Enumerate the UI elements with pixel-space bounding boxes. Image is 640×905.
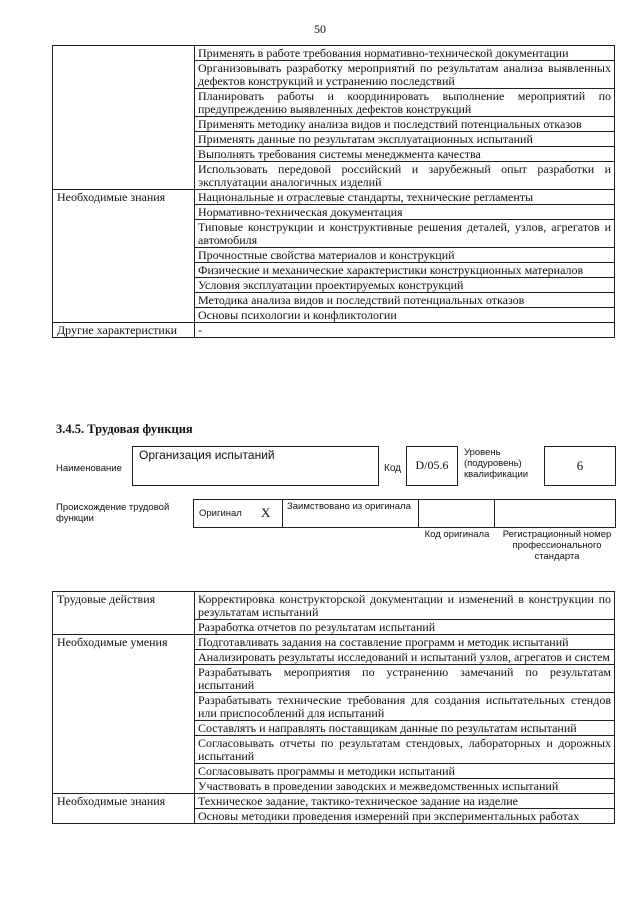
table-cell: Применять данные по результатам эксплуатационных испытаний (195, 132, 615, 147)
row-label: Трудовые действия (53, 592, 195, 635)
table-cell: Разрабатывать мероприятия по устранению замечаний по результатам испытаний (195, 665, 615, 693)
table-cell: Условия эксплуатации проектируемых конструкций (195, 278, 615, 293)
row-label (53, 46, 195, 190)
original-label: Оригинал (199, 508, 242, 519)
table-cell: Разрабатывать технические требования для создания испытательных стендов или приспособлений для испытаний (195, 693, 615, 721)
table-cell: Использовать передовой российский и зарубежный опыт разработки и эксплуатации аналогичных изделий (195, 162, 615, 190)
row-label: Необходимые знания (53, 190, 195, 323)
table-row (53, 190, 615, 205)
table-cell: Участвовать в проведении заводских и межведомственных испытаний (195, 779, 615, 794)
level-box (544, 446, 616, 486)
table-cell: Планировать работы и координировать выполнение мероприятий по предупреждению выявленных дефектов конструкций (195, 89, 615, 117)
original-mark: X (261, 505, 271, 520)
code-label: Код (384, 463, 402, 474)
requirements-table-top (52, 45, 615, 338)
divider (282, 499, 283, 528)
table-row (53, 46, 615, 61)
table-cell: Корректировка конструкторской документации и изменений в конструкции по результатам испытаний (195, 592, 615, 620)
reg-number-label: Регистрационный номер профессионального стандарта (502, 529, 612, 562)
borrowed-label: Заимствовано из оригинала (287, 501, 411, 512)
table-cell: Согласовывать отчеты по результатам стендовых, лабораторных и дорожных испытаний (195, 736, 615, 764)
table-row (53, 323, 615, 338)
section-title: 3.4.5. Трудовая функция (56, 422, 193, 436)
name-label: Наименование (56, 463, 122, 474)
level-value: 6 (576, 458, 584, 473)
table-cell: Техническое задание, тактико-техническое задание на изделие (195, 794, 615, 809)
table-cell: Типовые конструкции и конструктивные решения деталей, узлов, агрегатов и автомобиля (195, 220, 615, 248)
table-cell: Национальные и отраслевые стандарты, технические регламенты (195, 190, 615, 205)
table-cell: Анализировать результаты исследований и испытаний узлов, агрегатов и систем (195, 650, 615, 665)
table-cell: - (195, 323, 615, 338)
table-cell: Основы психологии и конфликтологии (195, 308, 615, 323)
page-number: 50 (314, 22, 326, 36)
origin-code-label: Код оригинала (424, 529, 490, 540)
table-cell: Выполнять требования системы менеджмента качества (195, 147, 615, 162)
divider (494, 499, 495, 528)
row-label: Необходимые умения (53, 635, 195, 794)
table-cell: Физические и механические характеристики конструкционных материалов (195, 263, 615, 278)
table-cell: Нормативно-техническая документация (195, 205, 615, 220)
code-value: D/05.6 (415, 458, 449, 472)
row-label: Другие характеристики (53, 323, 195, 338)
code-box (406, 446, 458, 486)
table-row (53, 794, 615, 809)
table-cell: Применять в работе требования нормативно-технической документации (195, 46, 615, 61)
name-value: Организация испытаний (139, 448, 275, 462)
name-box (132, 446, 379, 486)
table-cell: Применять методику анализа видов и последствий потенциальных отказов (195, 117, 615, 132)
table-cell: Основы методики проведения измерений при экспериментальных работах (195, 809, 615, 824)
origin-label: Происхождение трудовой функции (56, 502, 170, 524)
table-cell: Организовывать разработку мероприятий по результатам анализа выявленных дефектов конструкций и устранению последствий (195, 61, 615, 89)
table-cell: Разработка отчетов по результатам испытаний (195, 620, 615, 635)
table-cell: Прочностные свойства материалов и конструкций (195, 248, 615, 263)
row-label: Необходимые знания (53, 794, 195, 824)
divider (418, 499, 419, 528)
level-label: Уровень (подуровень) квалификации (464, 447, 529, 480)
requirements-table-bottom (52, 591, 615, 824)
table-row (53, 635, 615, 650)
table-cell: Методика анализа видов и последствий потенциальных отказов (195, 293, 615, 308)
table-cell: Составлять и направлять поставщикам данные по результатам испытаний (195, 721, 615, 736)
table-cell: Подготавливать задания на составление программ и методик испытаний (195, 635, 615, 650)
table-row (53, 592, 615, 620)
table-cell: Согласовывать программы и методики испытаний (195, 764, 615, 779)
